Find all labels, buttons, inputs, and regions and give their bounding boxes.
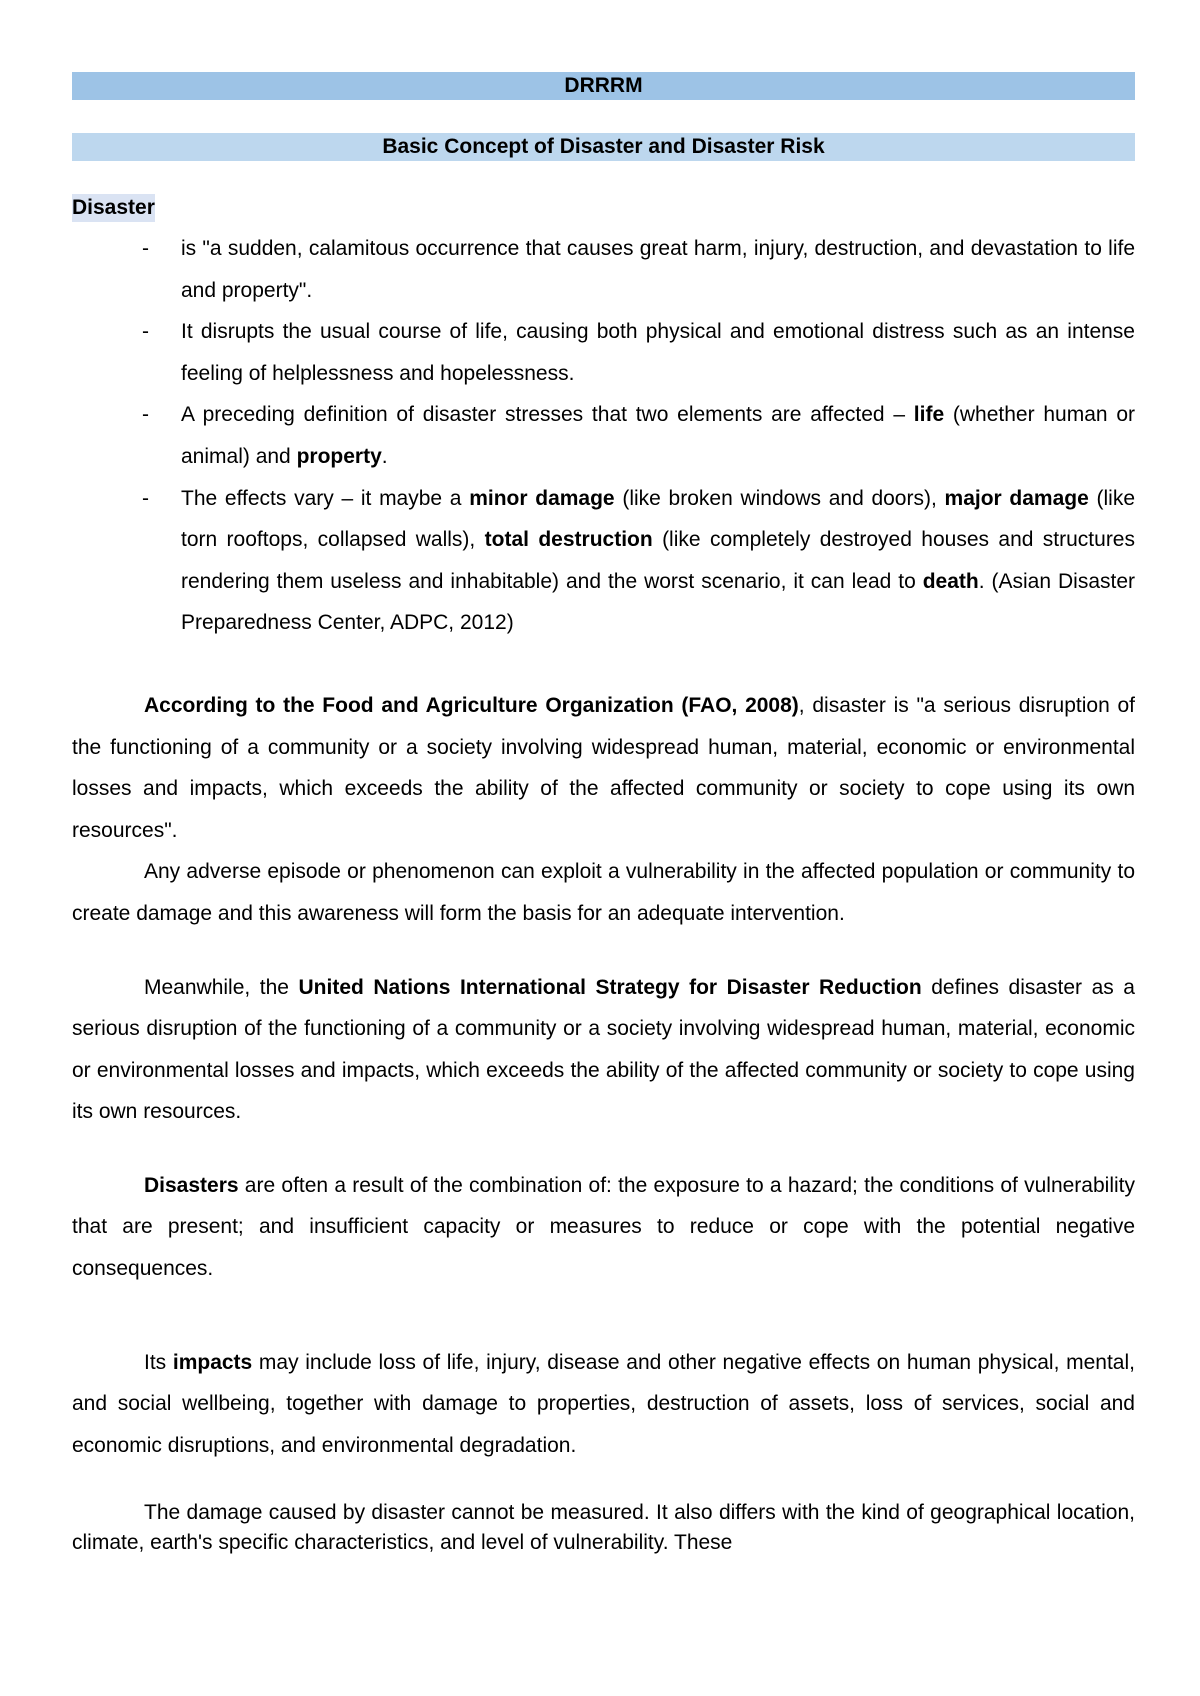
list-item <box>72 228 1135 311</box>
paragraph-fao <box>72 685 1135 851</box>
bold-term-un-isdr: United Nations International Strategy for Disaster Reduction <box>298 975 922 999</box>
document-page <box>72 72 1135 1558</box>
bullet-text: . <box>381 444 388 468</box>
paragraph-disasters <box>72 1165 1135 1290</box>
paragraph-text: defines disaster as a serious disruption of the functioning of a community or a society involving widespread human, material, economic or environmental losses and impacts, which exceeds the ability of the affected community or society to cope using its own resources. <box>72 975 1135 1124</box>
paragraph-text: Meanwhile, the <box>144 975 299 999</box>
paragraph-text: Any adverse episode or phenomenon can exploit a vulnerability in the affected population or community to create damage and this awareness will form the basis for an adequate intervention. <box>72 860 1135 925</box>
bullet-dash: - <box>142 237 149 260</box>
bullet-text: is "a sudden, calamitous occurrence that causes great harm, injury, destruction, and devastation to life and property". <box>181 237 1135 302</box>
paragraph-text: may include loss of life, injury, disease and other negative effects on human physical, mental, and social wellbeing, together with damage to properties, destruction of assets, loss of services, social and economic disruptions, and environmental degradation. <box>72 1350 1135 1457</box>
bold-term-minor-damage: minor damage <box>469 486 615 510</box>
bullet-text: It disrupts the usual course of life, causing both physical and emotional distress such as an intense feeling of helplessness and hopelessness. <box>181 320 1135 385</box>
paragraph-text: Its <box>144 1350 173 1374</box>
list-item <box>72 478 1135 644</box>
bold-term-disasters: Disasters <box>144 1173 239 1197</box>
document-title: DRRRM <box>72 72 1135 100</box>
paragraph-damage <box>72 1498 1135 1558</box>
bullet-text: (like completely destroyed houses and structures rendering them useless and inhabitable) and the worst scenario, it can lead to <box>181 528 1135 593</box>
bold-term-fao: According to the Food and Agriculture Organization (FAO, 2008) <box>144 693 799 717</box>
paragraph-impacts <box>72 1342 1135 1467</box>
section-heading-disaster: Disaster <box>72 194 155 222</box>
bullet-text: (like torn rooftops, collapsed walls), <box>181 486 1136 552</box>
bold-term-life: life <box>913 403 945 427</box>
bold-term-major-damage: major damage <box>944 486 1089 510</box>
bold-term-property: property <box>296 444 382 468</box>
list-item <box>72 311 1135 394</box>
document-subtitle: Basic Concept of Disaster and Disaster Risk <box>72 133 1135 161</box>
bold-term-total-destruction: total destruction <box>484 528 653 552</box>
paragraph-text: The damage caused by disaster cannot be measured. It also differs with the kind of geographical location, climate, earth's specific characteristics, and level of vulnerability. These <box>72 1501 1135 1555</box>
paragraph-text: are often a result of the combination of: the exposure to a hazard; the conditions of vulnerability that are present; and insufficient capacity or measures to reduce or cope with the potential negative consequences. <box>72 1173 1135 1281</box>
list-item <box>72 394 1135 477</box>
bullet-text: . (Asian Disaster Preparedness Center, ADPC, 2012) <box>181 569 1135 635</box>
bullet-dash: - <box>142 403 149 427</box>
paragraph-un-isdr <box>72 967 1135 1133</box>
bullet-text: (whether human or animal) and <box>181 403 1135 468</box>
paragraph-text: , disaster is "a serious disruption of the functioning of a community or a society involving widespread human, material, economic or environmental losses and impacts, which exceeds the ability of the affected community or society to cope using its own resources". <box>72 693 1136 842</box>
bullet-dash: - <box>142 320 149 344</box>
bullet-text: The effects vary – it maybe a <box>181 486 470 510</box>
bold-term-death: death <box>922 569 979 593</box>
paragraph-adverse-episode <box>72 851 1135 934</box>
bullet-dash: - <box>142 486 149 510</box>
disaster-bullet-list <box>72 228 1135 644</box>
bullet-text: A preceding definition of disaster stresses that two elements are affected – <box>181 403 914 427</box>
bold-term-impacts: impacts <box>172 1350 253 1374</box>
bullet-text: (like broken windows and doors), <box>614 486 945 510</box>
